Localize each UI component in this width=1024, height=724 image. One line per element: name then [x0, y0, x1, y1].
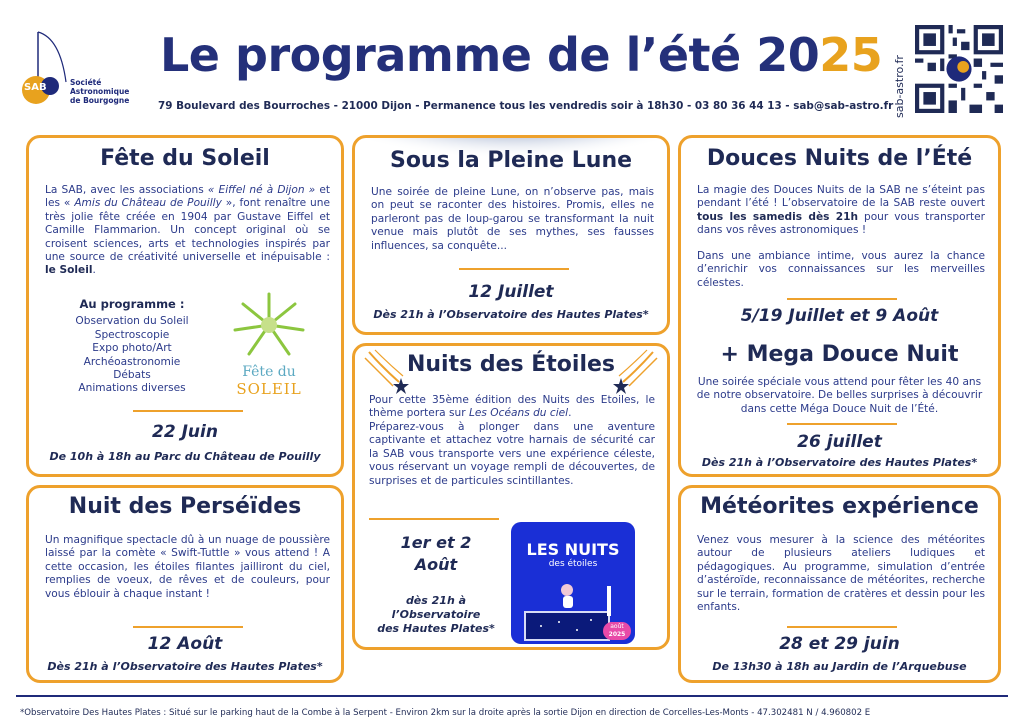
nuits-etoiles-poster [511, 522, 635, 644]
logo-org-line: Société [70, 78, 102, 87]
poster-badge [603, 622, 631, 640]
poster-badge-line: 2025 [608, 631, 626, 638]
card-text: Venez vous mesurer à la science des météorites autour de plusieurs ateliers ludiques et pédagogiques. Au programme, simulation d’entrée d’astéroïde, reconnaissance de météorites, recherche sur le terrain, formation de cratères et dessin pour les enfants. [697, 534, 985, 614]
event-date: 22 Juin [152, 422, 218, 442]
program-item: Expo photo/Art [92, 342, 172, 355]
separator [133, 626, 243, 628]
sab-logo [20, 28, 145, 110]
program-item: Animations diverses [78, 382, 186, 395]
card-sous-la-pleine-lune [352, 135, 670, 335]
logo-caption: SOLEIL [236, 380, 302, 398]
logo-org-line: de Bourgogne [70, 96, 130, 105]
vertical-url [893, 30, 907, 120]
text-part: . [568, 407, 572, 420]
program-title: Au programme : [79, 297, 185, 311]
mega-title: + Mega Douce Nuit [720, 342, 959, 367]
fete-du-soleil-logo [219, 290, 319, 402]
event-location: De 13h30 à 18h au Jardin de l’Arquebuse [712, 660, 967, 673]
card-text: Préparez-vous à plonger dans une aventure captivante et attachez votre harnais de sécurité car la SAB vous transporte vers une expérience céleste, vous réservant un voyage rempli de découvertes, de surprises et de particules scintillantes. [369, 421, 655, 487]
page-title [160, 28, 882, 82]
event-location: Dès 21h à l’Observatoire des Hautes Plates* [701, 456, 978, 469]
card-nuit-des-perseides [26, 485, 344, 683]
poster-title: LES NUITS [526, 540, 620, 559]
card-douces-nuits [678, 135, 1001, 477]
event-date: 28 et 29 juin [779, 634, 900, 654]
text-bold: le Soleil [45, 264, 93, 277]
separator [787, 423, 897, 425]
separator [787, 626, 897, 628]
text-part: », font renaître une très jolie fête créée en 1904 par Gustave Eiffel et Camille Flammarion. Un concept original où se croisent sciences, arts et technologies inspirés par une source de créativité universelle et inépuisable : [45, 197, 331, 264]
logo-org-line: Astronomique [70, 87, 130, 96]
sab-logo-text [70, 78, 129, 105]
poster-badge-line: août [610, 623, 624, 630]
date-line: 1er et 2 [400, 533, 472, 552]
card-title: Nuits des Étoiles [406, 352, 616, 377]
separator [459, 268, 569, 270]
program-item: Spectroscopie [94, 328, 170, 341]
footer-note: *Observatoire Des Hautes Plates : Situé sur le parking haut de la Combe à la Serpent - Environ 2km sur la droite après la sortie Dijon en direction de Corcelles-Les-Monts - 47.302481 N / 4.960802 E [20, 708, 871, 718]
card-text [45, 184, 330, 278]
location-line: des Hautes Plates* [377, 622, 495, 635]
shooting-star-icon [609, 348, 659, 394]
shooting-star-icon [363, 348, 413, 394]
poster-subtitle: des étoiles [548, 559, 598, 569]
event-date: 12 Août [147, 634, 223, 654]
card-title: Sous la Pleine Lune [389, 148, 633, 173]
card-title: Météorites expérience [700, 494, 979, 519]
separator [787, 298, 897, 300]
card-text: Dans une ambiance intime, vous aurez la chance d’enrichir vos connaissances sur les merveilles célestes. [697, 250, 985, 289]
text-italic: Amis du Château de Pouilly [74, 197, 222, 210]
text-part: . [92, 264, 96, 277]
event-location: De 10h à 18h au Parc du Château de Pouilly [49, 450, 321, 463]
program-item: Observation du Soleil [75, 315, 189, 328]
card-nuits-des-etoiles [352, 343, 670, 650]
card-text: Une soirée de pleine Lune, on n’observe pas, mais on peut se raconter des histoires. Promis, elles ne parleront pas de loup-garou se transformant la nuit venue mais plutôt de ses mythes, ses fausses influences, sa conquête... [371, 186, 654, 252]
separator [133, 410, 243, 412]
logo-mark-text: SAB [24, 82, 47, 93]
title-main: Le programme de l’été 20 [160, 28, 820, 82]
qr-code-icon[interactable] [915, 25, 1003, 113]
event-date [361, 532, 511, 576]
date-line: Août [414, 555, 458, 574]
card-title: Douces Nuits de l’Été [706, 146, 973, 171]
mega-date: 26 juillet [797, 432, 882, 452]
event-date: 12 Juillet [468, 282, 554, 302]
vertical-url-text: sab-astro.fr [893, 55, 906, 118]
text-italic: « Eiffel né à Dijon » [207, 184, 316, 196]
separator [369, 518, 499, 520]
text-part: La magie des Douces Nuits de la SAB ne s’éteint pas pendant l’été ! L’observatoire de la SAB reste ouvert [697, 184, 985, 210]
text-part: pour vous transporter dans vos rêves astronomiques ! [697, 210, 985, 237]
footer-divider [16, 695, 1008, 697]
card-text: Un magnifique spectacle dû à un nuage de poussière laissé par la comète « Swift-Tuttle » vous attend ! A cette occasion, les étoiles filantes jailliront du ciel, remplies de voeux, de rêves et de couleurs, pour vous éblouir à chaque instant ! [45, 534, 330, 600]
card-text [697, 184, 985, 238]
location-line: l’Observatoire [391, 608, 481, 621]
mega-text: Une soirée spéciale vous attend pour fêter les 40 ans de notre observatoire. De belles surprises à découvrir dans cette Méga Douce Nuit de l’Été. [696, 376, 983, 415]
title-year-accent: 25 [819, 28, 883, 82]
program-item: Archéoastronomie [83, 355, 181, 368]
location-line: dès 21h à [405, 594, 467, 607]
text-part: Pour cette 35ème édition des Nuits des Etoiles, le thème portera sur [369, 394, 655, 420]
event-date: 5/19 Juillet et 9 Août [740, 306, 939, 326]
text-part: et les « [45, 184, 331, 210]
card-meteorites-experience [678, 485, 1001, 683]
event-location: Dès 21h à l’Observatoire des Hautes Plates* [373, 308, 649, 321]
card-text [369, 394, 655, 421]
sun-star-icon [219, 290, 319, 360]
event-location [361, 594, 511, 636]
event-location: Dès 21h à l’Observatoire des Hautes Plates* [47, 660, 323, 673]
card-title: Nuit des Perséïdes [68, 494, 302, 519]
logo-caption: Fête du [242, 364, 296, 380]
program-list [57, 298, 207, 396]
text-italic: Les Océans du ciel [469, 407, 569, 420]
contact-line: 79 Boulevard des Bourroches - 21000 Dijon - Permanence tous les vendredis soir à 18h30 - 03 80 36 44 13 - sab@sab-astro.fr [158, 100, 894, 112]
text-part: La SAB, avec les associations [45, 184, 208, 196]
text-bold: tous les samedis dès 21h [697, 210, 859, 223]
card-title: Fête du Soleil [100, 146, 270, 171]
card-fete-du-soleil [26, 135, 344, 477]
program-item: Débats [113, 369, 151, 382]
